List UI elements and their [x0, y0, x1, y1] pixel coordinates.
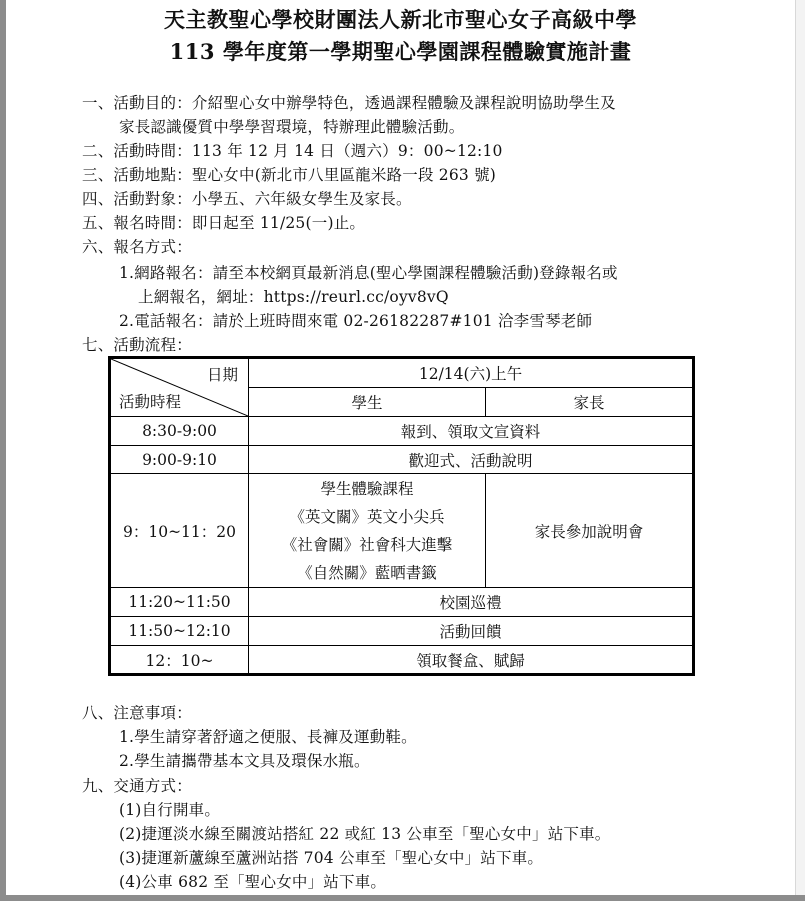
table-corner-cell	[110, 358, 249, 417]
activity-cell: 活動回饋	[249, 617, 694, 646]
section-6-online-registration: 1.網路報名：請至本校網頁最新消息(聖心學園課程體驗活動)登錄報名或	[119, 264, 618, 282]
table-row	[110, 446, 694, 474]
section-9-transport-1: (1)自行開車。	[119, 801, 221, 819]
time-cell: 8:30-9:00	[110, 417, 249, 446]
section-8-note-1: 1.學生請穿著舒適之便服、長褲及運動鞋。	[119, 728, 417, 746]
section-8-note-2: 2.學生請攜帶基本文具及環保水瓶。	[119, 752, 370, 770]
date-header: 12/14(六)上午	[249, 358, 694, 388]
section-9-transport: 九、交通方式：	[82, 777, 192, 795]
table-row	[110, 617, 694, 646]
section-5-registration-period: 五、報名時間：即日起至 11/25(一)止。	[82, 214, 366, 232]
activity-cell: 報到、領取文宣資料	[249, 417, 694, 446]
course-english: 《英文關》英文小尖兵	[289, 507, 445, 526]
time-cell: 9:00-9:10	[110, 446, 249, 474]
section-8-notes: 八、注意事項：	[82, 704, 192, 722]
document-title-line2: 113 學年度第一學期聖心學園課程體驗實施計畫	[169, 39, 632, 64]
section-9-transport-3: (3)捷運新蘆線至蘆洲站搭 704 公車至「聖心女中」站下車。	[119, 849, 544, 867]
section-2-time: 二、活動時間：113 年 12 月 14 日（週六）9：00~12:10	[82, 142, 503, 160]
section-9-transport-4: (4)公車 682 至「聖心女中」站下車。	[119, 873, 387, 891]
schedule-table	[108, 356, 695, 676]
section-3-location: 三、活動地點：聖心女中(新北市八里區龍米路一段 263 號)	[82, 166, 497, 184]
section-1-purpose-cont: 家長認識優質中學學習環境，特辦理此體驗活動。	[119, 118, 465, 136]
student-courses-cell	[249, 474, 486, 588]
section-6-registration-method: 六、報名方式：	[82, 238, 192, 256]
course-social: 《社會關》社會科大進擊	[281, 535, 453, 554]
time-cell: 12：10~	[110, 646, 249, 675]
corner-label-date: 日期	[206, 366, 238, 384]
time-cell: 9：10~11：20	[110, 474, 249, 588]
viewer-scrollbar[interactable]	[795, 0, 805, 901]
viewer-frame-bottom	[0, 895, 805, 901]
table-row	[110, 646, 694, 675]
column-header-parent: 家長	[486, 388, 694, 417]
column-header-student: 學生	[249, 388, 486, 417]
parent-session-cell: 家長參加說明會	[486, 474, 694, 588]
section-6-online-registration-url[interactable]: 上網報名，網址：https://reurl.cc/oyv8vQ	[138, 288, 449, 306]
course-science: 《自然關》藍晒書籤	[297, 563, 437, 582]
document-page	[6, 0, 795, 895]
activity-cell: 校園巡禮	[249, 588, 694, 617]
table-row	[110, 588, 694, 617]
student-course-title: 學生體驗課程	[320, 479, 414, 498]
section-6-phone-registration: 2.電話報名：請於上班時間來電 02-26182287#101 洽李雪琴老師	[119, 312, 593, 330]
document-title-line1: 天主教聖心學校財團法人新北市聖心女子高級中學	[164, 7, 637, 32]
section-9-transport-2: (2)捷運淡水線至關渡站搭紅 22 或紅 13 公車至「聖心女中」站下車。	[119, 825, 611, 843]
activity-cell: 歡迎式、活動說明	[249, 446, 694, 474]
table-row	[110, 474, 694, 588]
time-cell: 11:20~11:50	[110, 588, 249, 617]
section-4-audience: 四、活動對象：小學五、六年級女學生及家長。	[82, 190, 412, 208]
section-7-schedule-heading: 七、活動流程：	[82, 336, 192, 354]
corner-label-time: 活動時程	[119, 393, 182, 411]
activity-cell: 領取餐盒、賦歸	[249, 646, 694, 675]
time-cell: 11:50~12:10	[110, 617, 249, 646]
section-1-purpose: 一、活動目的：介紹聖心女中辦學特色，透過課程體驗及課程說明協助學生及	[82, 94, 616, 112]
table-row	[110, 417, 694, 446]
